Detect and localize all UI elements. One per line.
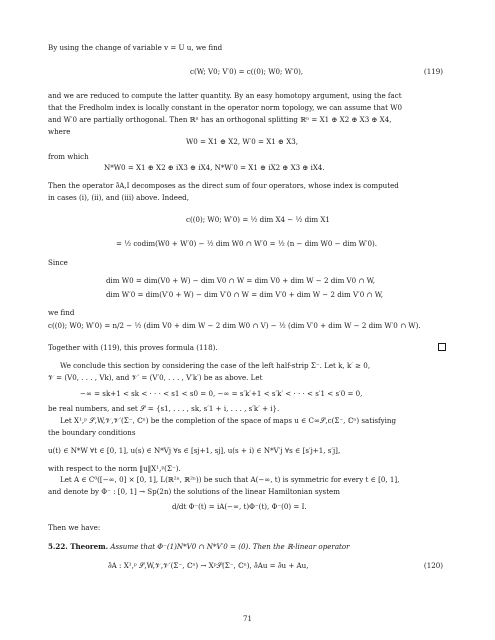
- text-line: from which: [48, 152, 89, 161]
- text-line: Together with (119), this proves formula (118).: [48, 343, 218, 352]
- text-line: in cases (i), (ii), and (iii) above. Indeed,: [48, 193, 189, 202]
- theorem-statement: Assume that Φ⁻(1)N*V0 ∩ N*V′0 = (0). Then the ℝ-linear operator: [110, 542, 350, 551]
- text-line: Let X¹,ᵖ 𝒮,W,𝒱,𝒱′(Σ⁻, ℂⁿ) be the completion of the space of maps u ∈ C∞𝒮,c(Σ⁻, ℂⁿ) satisfying: [60, 416, 397, 425]
- text-line: and we are reduced to compute the latter quantity. By an easy homotopy argument, using the fact: [48, 91, 402, 100]
- text-line: we find: [48, 308, 75, 317]
- text-line: and W′0 are partially orthogonal. Then ℝⁿ has an orthogonal splitting ℝⁿ = X1 ⊕ X2 ⊕ X3 ⊕ X4,: [48, 115, 392, 124]
- text-line: be real numbers, and set 𝒮 = {s1, . . . , sk, s′1 + i, . . . , s′k′ + i}.: [48, 404, 280, 413]
- equation: W0 = X1 ⊕ X2, W′0 = X1 ⊕ X3,: [186, 137, 299, 146]
- equation: c((0); W0; W′0) = n/2 − ½ (dim V0 + dim W − 2 dim W0 ∩ V) − ½ (dim V′0 + dim W − 2 dim W′0 ∩ W).: [48, 321, 421, 330]
- equation: d/dt Φ⁻(t) = iA(−∞, t)Φ⁻(t), Φ⁻(0) = I.: [172, 502, 307, 511]
- equation: = ½ codim(W0 + W′0) − ½ dim W0 ∩ W′0 = ½ (n − dim W0 − dim W′0).: [116, 239, 378, 248]
- text-line: By using the change of variable v = U u, we find: [48, 43, 223, 52]
- text-line: Since: [48, 258, 68, 267]
- equation: c((0); W0; W′0) = ½ dim X4 − ½ dim X1: [186, 215, 330, 224]
- text-line: Then the operator ∂̄A,I decomposes as the direct sum of four operators, whose index is computed: [48, 181, 399, 190]
- theorem-label: 5.22. Theorem.: [48, 542, 109, 551]
- theorem-heading: [48, 542, 350, 551]
- qed-box: [438, 343, 446, 351]
- equation: N*W0 = X1 ⊕ X2 ⊕ iX3 ⊕ iX4, N*W′0 = X1 ⊕ iX2 ⊕ X3 ⊕ iX4.: [104, 163, 325, 172]
- equation: dim W′0 = dim(V′0 + W) − dim V′0 ∩ W = dim V′0 + dim W − 2 dim V′0 ∩ W,: [106, 290, 384, 299]
- equation-number: (120): [423, 561, 443, 570]
- text-line: the boundary conditions: [48, 428, 136, 437]
- text-line: We conclude this section by considering the case of the left half-strip Σ⁻. Let k, k′ ≥ 0,: [60, 361, 371, 370]
- equation: dim W0 = dim(V0 + W) − dim V0 ∩ W = dim V0 + dim W − 2 dim V0 ∩ W,: [106, 276, 375, 285]
- text-line: where: [48, 127, 71, 136]
- page-number: 71: [242, 614, 253, 623]
- equation: u(t) ∈ N*W ∀t ∈ [0, 1], u(s) ∈ N*Vj ∀s ∈ [sj+1, sj], u(s + i) ∈ N*V′j ∀s ∈ [s′j+1, s′j],: [48, 446, 341, 455]
- text-line: Then we have:: [48, 523, 101, 532]
- equation: ∂̄A : X¹,ᵖ 𝒮,W,𝒱,𝒱′(Σ⁻, ℂⁿ) → Xᵖ𝒮(Σ⁻, ℂⁿ), ∂̄Au = ∂̄u + Au,: [108, 561, 309, 570]
- equation: −∞ = sk+1 < sk < · · · < s1 < s0 = 0, −∞ = s′k′+1 < s′k′ < · · · < s′1 < s′0 = 0,: [80, 389, 363, 398]
- text-line: and denote by Φ⁻ : [0, 1] → Sp(2n) the solutions of the linear Hamiltonian system: [48, 487, 340, 496]
- equation: c(W; V0; V′0) = c((0); W0; W′0),: [190, 67, 304, 76]
- text-line: Let A ∈ C⁰([−∞, 0] × [0, 1], L(ℝ²ⁿ, ℝ²ⁿ)) be such that A(−∞, t) is symmetric for every t ∈ [0, 1],: [60, 475, 400, 484]
- text-line: 𝒱 = (V0, . . . , Vk), and 𝒱′ = (V′0, . . . , V′k′) be as above. Let: [48, 373, 263, 382]
- equation-number: (119): [423, 67, 443, 76]
- text-line: that the Fredholm index is locally constant in the operator norm topology, we can assume that W0: [48, 103, 403, 112]
- text-line: with respect to the norm ‖u‖X¹,ᵖ(Σ⁻).: [48, 464, 181, 473]
